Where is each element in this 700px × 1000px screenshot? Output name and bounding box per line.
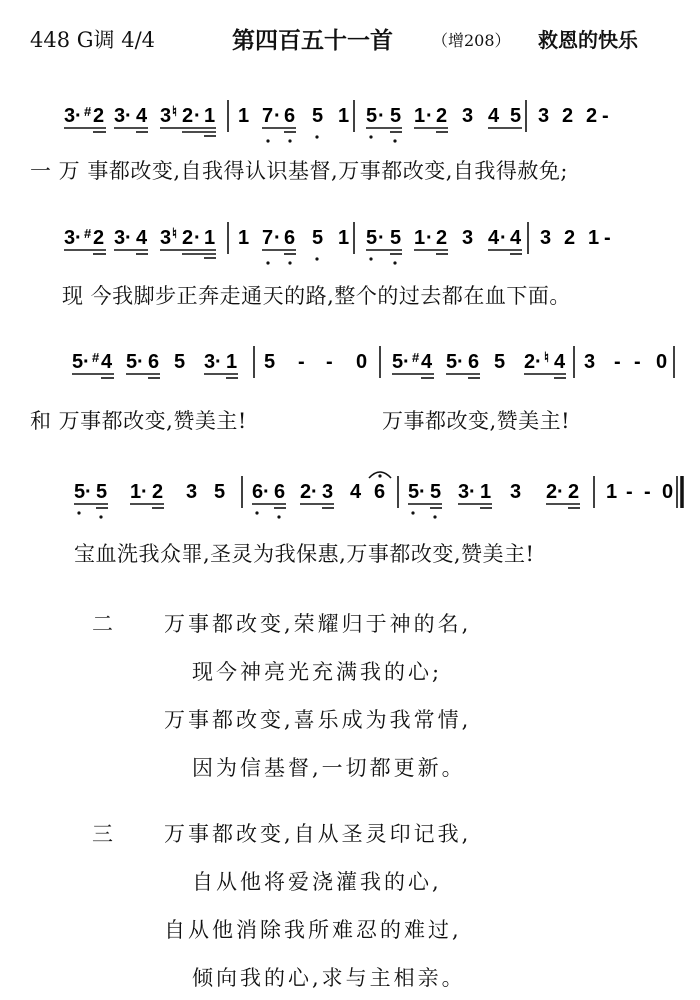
svg-text:·: · [500,227,507,249]
svg-text:2: 2 [568,481,580,503]
staff-2-notation [0,214,700,274]
svg-text:5: 5 [214,481,226,503]
note: 3 [160,105,172,127]
svg-text:5: 5 [494,351,506,373]
staff-2-lyrics: 现 今我脚步正奔走通天的路,整个的过去都在血下面。 [62,284,571,308]
svg-text:·: · [274,227,281,249]
note: 3 [538,105,550,127]
svg-text:·: · [469,481,476,503]
svg-text:#: # [412,350,420,365]
svg-text:6: 6 [252,481,264,503]
svg-text:5: 5 [312,227,324,249]
svg-text:0: 0 [662,481,674,503]
svg-text:6: 6 [468,351,480,373]
svg-text:·: · [75,227,82,249]
note: 5 [366,105,378,127]
svg-text:3: 3 [204,351,216,373]
svg-text:3: 3 [186,481,198,503]
svg-text:-: - [326,351,333,373]
svg-text:♮: ♮ [172,225,178,241]
svg-text:6: 6 [274,481,286,503]
svg-text:·: · [557,481,564,503]
verse-3-line-1: 万事都改变,自从圣灵印记我, [164,822,472,846]
sharp-sign: # [84,104,92,119]
note: 1 [414,105,426,127]
hymn-number-key-meter: 448 G调 4/4 [30,28,156,52]
note: 5 [510,105,522,127]
svg-text:-: - [298,351,305,373]
svg-text:2: 2 [436,227,448,249]
svg-text:-: - [634,351,641,373]
verse-3-line-4: 倾向我的心,求与主相亲。 [192,966,466,990]
note: 3 [64,105,76,127]
svg-text:3: 3 [540,227,552,249]
svg-text:3: 3 [322,481,334,503]
note: 6 [284,105,296,127]
svg-text:1: 1 [338,227,350,249]
svg-text:·: · [457,351,464,373]
svg-text:·: · [215,351,222,373]
svg-text:·: · [194,227,201,249]
svg-text:4: 4 [554,351,566,373]
svg-text:1: 1 [414,227,426,249]
svg-text:5: 5 [408,481,420,503]
verse-3-line-2: 自从他将爱浇灌我的心, [192,870,442,894]
svg-text:1: 1 [130,481,142,503]
svg-text:2: 2 [564,227,576,249]
hymn-addendum: （增208） [432,31,511,50]
svg-text:2: 2 [152,481,164,503]
svg-text:-: - [626,481,633,503]
note: 1 [238,105,250,127]
svg-text:7: 7 [262,227,274,249]
svg-text:6: 6 [374,481,386,503]
hymn-subtitle: 救恩的快乐 [538,28,638,52]
verse-2-line-3: 万事都改变,喜乐成为我常情, [164,708,472,732]
svg-text:4: 4 [510,227,522,249]
svg-text:·: · [85,481,92,503]
svg-text:·: · [311,481,318,503]
svg-text:3: 3 [64,227,76,249]
note: 4 [136,105,148,127]
svg-text:·: · [419,481,426,503]
staff-1-lyrics: 一 万 事都改变,自我得认识基督,万事都改变,自我得赦免; [30,159,568,183]
svg-text:4: 4 [488,227,500,249]
svg-text:-: - [614,351,621,373]
svg-text:3: 3 [462,227,474,249]
verse-3-number: 三 [92,822,116,846]
svg-text:♮: ♮ [544,349,550,365]
svg-text:4: 4 [101,351,113,373]
staff-3-notation [0,338,700,398]
svg-text:·: · [535,351,542,373]
note: 5 [312,105,324,127]
verse-2-line-2: 现今神亮光充满我的心; [192,660,443,684]
svg-text:5: 5 [392,351,404,373]
natural-sign: ♮ [172,103,178,119]
svg-text:3: 3 [458,481,470,503]
svg-text:-: - [602,105,609,127]
svg-text:2: 2 [524,351,536,373]
svg-text:·: · [125,227,132,249]
svg-text:5: 5 [72,351,84,373]
svg-text:3: 3 [510,481,522,503]
svg-text:5: 5 [446,351,458,373]
svg-text:-: - [604,227,611,249]
verse-3-line-3: 自从他消除我所难忍的难过, [164,918,462,942]
svg-text:·: · [137,351,144,373]
svg-text:3: 3 [584,351,596,373]
svg-text:·: · [75,105,82,127]
note: 2 [562,105,574,127]
staff-4-lyrics: 宝血洗我众罪,圣灵为我保惠,万事都改变,赞美主! [74,542,535,566]
svg-text:5: 5 [430,481,442,503]
note: 2 [93,105,105,127]
note: 2 [586,105,598,127]
staff-1-notation [0,92,700,152]
svg-text:#: # [92,350,100,365]
note: 1 [204,105,216,127]
hymn-header [0,18,700,58]
svg-text:·: · [378,227,385,249]
verse-2-line-1: 万事都改变,荣耀归于神的名, [164,612,472,636]
svg-text:·: · [274,105,281,127]
note: 2 [182,105,194,127]
svg-text:4: 4 [421,351,433,373]
svg-text:·: · [426,105,433,127]
note: 1 [338,105,350,127]
svg-text:5: 5 [74,481,86,503]
staff-4-notation [0,466,700,530]
svg-text:·: · [83,351,90,373]
staff-3-lyrics-a: 和 万事都改变,赞美主! [30,409,247,433]
svg-text:1: 1 [204,227,216,249]
svg-text:·: · [403,351,410,373]
svg-text:·: · [125,105,132,127]
note: 5 [390,105,402,127]
svg-text:5: 5 [390,227,402,249]
note: 3 [462,105,474,127]
svg-text:0: 0 [656,351,668,373]
svg-text:5: 5 [126,351,138,373]
svg-text:4: 4 [350,481,362,503]
svg-text:1: 1 [480,481,492,503]
verse-2-number: 二 [92,612,116,636]
svg-text:5: 5 [366,227,378,249]
svg-text:1: 1 [238,227,250,249]
svg-text:·: · [141,481,148,503]
svg-text:·: · [263,481,270,503]
note: 4 [488,105,500,127]
svg-text:6: 6 [148,351,160,373]
svg-text:1: 1 [226,351,238,373]
svg-text:1: 1 [606,481,618,503]
note: 3 [114,105,126,127]
hymn-title: 第四百五十一首 [232,28,393,54]
svg-text:·: · [194,105,201,127]
svg-text:#: # [84,226,92,241]
note: 2 [436,105,448,127]
svg-text:5: 5 [96,481,108,503]
svg-text:3: 3 [160,227,172,249]
svg-text:·: · [426,227,433,249]
svg-text:-: - [644,481,651,503]
svg-text:0: 0 [356,351,368,373]
svg-text:5: 5 [174,351,186,373]
svg-text:·: · [378,105,385,127]
verse-2-line-4: 因为信基督,一切都更新。 [192,756,466,780]
svg-text:3: 3 [114,227,126,249]
svg-text:6: 6 [284,227,296,249]
svg-text:2: 2 [546,481,558,503]
svg-text:2: 2 [182,227,194,249]
svg-text:2: 2 [300,481,312,503]
svg-text:1: 1 [588,227,600,249]
svg-text:4: 4 [136,227,148,249]
staff-3-lyrics-b: 万事都改变,赞美主! [382,409,571,433]
svg-text:2: 2 [93,227,105,249]
note: 7 [262,105,274,127]
svg-text:5: 5 [264,351,276,373]
